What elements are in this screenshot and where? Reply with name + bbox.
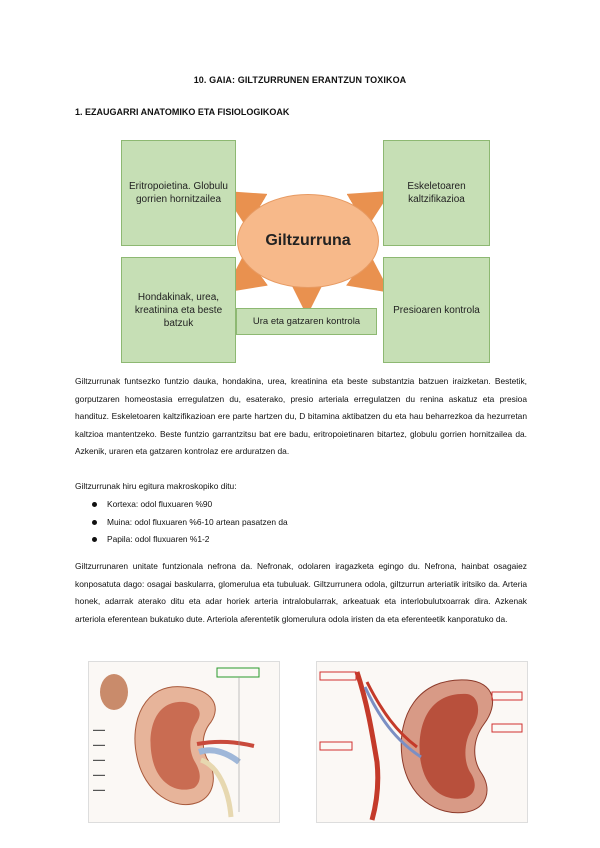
figure-label: ▬▬▬ [93,787,105,792]
section-heading: 1. EZAUGARRI ANATOMIKO ETA FISIOLOGIKOAK [75,107,290,117]
center-oval-giltzurruna: Giltzurruna [237,194,379,288]
kidney-vascular-figure [316,661,528,823]
kidney-vascular-drawing [317,662,527,822]
kidney-cross-section-drawing [89,662,279,822]
list-item: Muina: odol fluxuaren %6-10 artean pasatzen da [90,514,288,532]
figure-label: ▬▬▬ [93,727,105,732]
figure-label: ▬▬▬ [93,757,105,762]
paragraph-nefrona: Giltzurrunaren unitate funtzionala nefrona da. Nefronak, odolaren iragazketa egingo du. Nefrona, hainbat osagaiez konposatuta dago: osagai baskularra, glomerulua eta tubuluak. Giltzurrunera odola, giltzurrun arteriatik iritsiko da. Arteria honek, adarrak aterako ditu eta adar horiek arteria intralobularrak, arkeatuak eta interlobulutxoarrak dira. Azkenak arteriola eferentean bukatuko dute. Arteriola aferentetik glomerulura odola iristen da eta eferenteetik kanporatuko da. [75,561,527,624]
list-item: Papila: odol fluxuaren %1-2 [90,531,288,549]
figure-label: ▬▬▬ [93,742,105,747]
paragraph-funtzioak: Giltzurrunak funtsezko funtzio dauka, hondakina, urea, kreatinina eta beste substantzia batzuen iraizketan. Bestetik, gorputzaren homeostasia erregulatzen du, esaterako, presio arteriala erregulatzen du renina askatuz eta presioa handituz. Eskeletoaren kaltzifikazioan ere parte hartzen du, D bitamina aktibatzen du eta hau beharrezkoa da hezurretan kaltzioa mantentzeko. Beste funtzio garrantzitsu bat ere badu, eritropoietinaren bitartez, globulu gorrien hornitzailea da. Azkenik, uraren eta gatzaren kontrolaz ere arduratzen da. [75,376,527,457]
paragraph-egiturak-intro: Giltzurrunak hiru egitura makroskopiko ditu: [75,481,237,491]
document-title: 10. GAIA: GILTZURRUNEN ERANTZUN TOXIKOA [193,75,407,85]
box-eritropoietina: Eritropoietina. Globulu gorrien hornitzailea [121,140,236,246]
list-item: Kortexa: odol fluxuaren %90 [90,496,288,514]
kidney-cross-section-figure [88,661,280,823]
box-presioa: Presioaren kontrola [383,257,490,363]
box-eskeletoa: Eskeletoaren kaltzifikazioa [383,140,490,246]
kidney-function-diagram [0,0,600,370]
box-hondakinak: Hondakinak, urea, kreatinina eta beste batzuk [121,257,236,363]
structure-list [90,496,288,549]
figure-label: ▬▬▬ [93,772,105,777]
box-ura-gatza: Ura eta gatzaren kontrola [236,308,377,335]
